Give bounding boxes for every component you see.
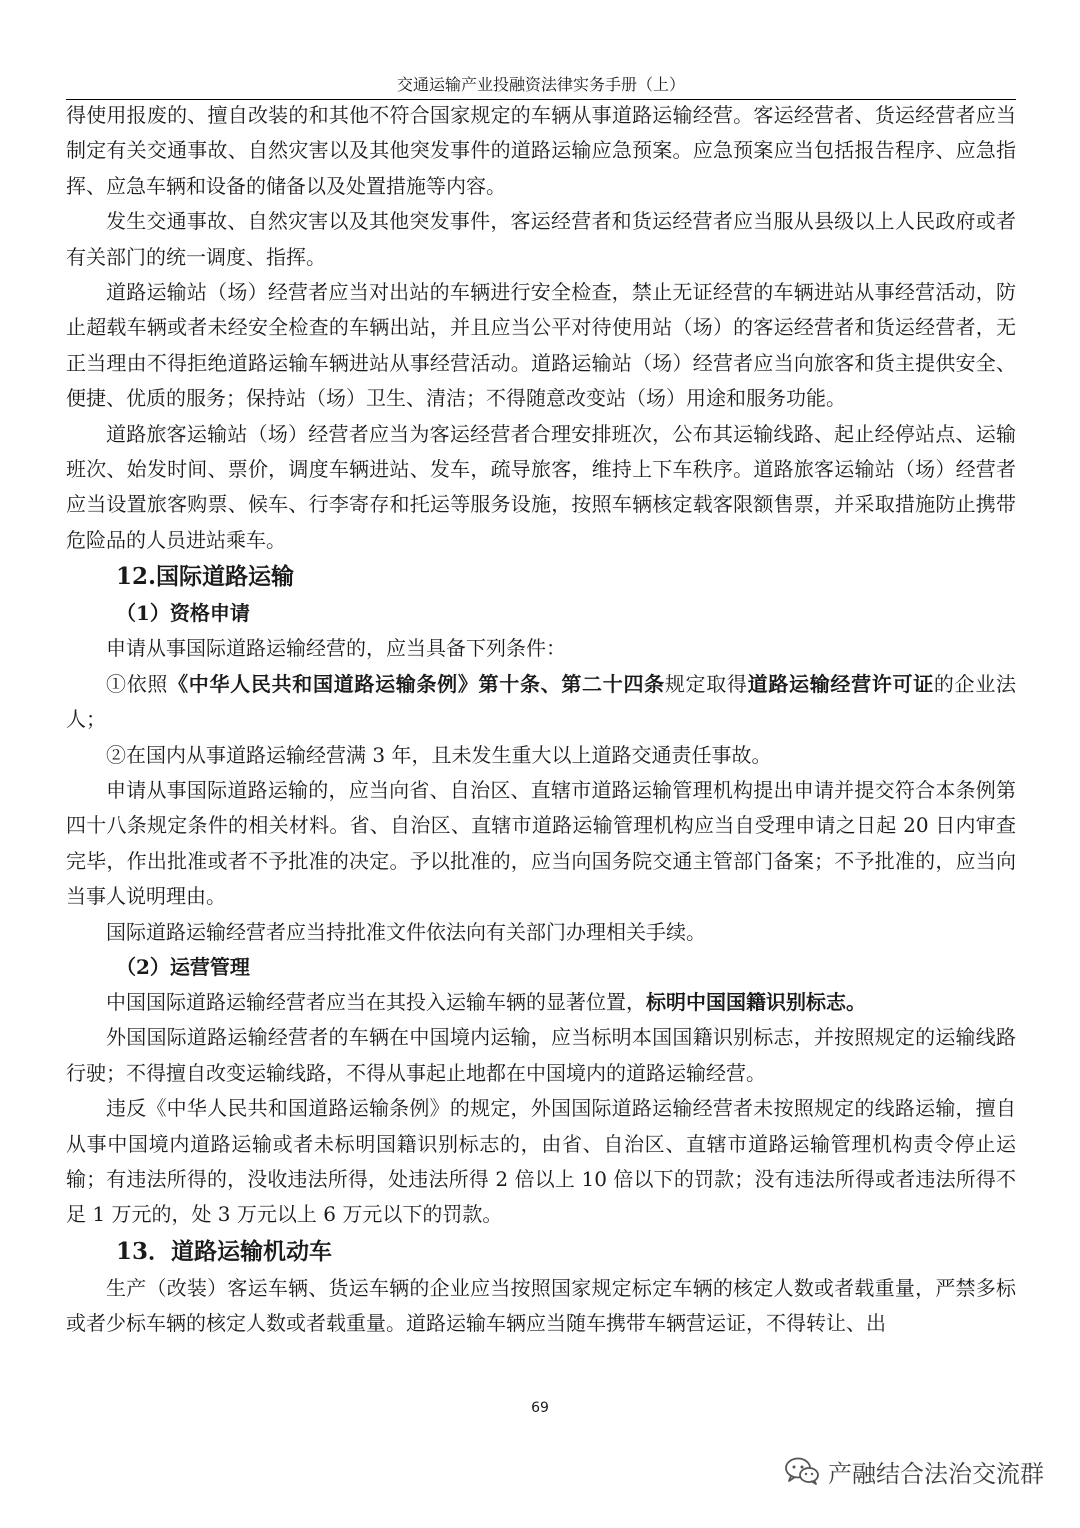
- paragraph: 得使用报废的、擅自改装的和其他不符合国家规定的车辆从事道路运输经营。客运经营者、货运经营者应当制定有关交通事故、自然灾害以及其他突发事件的道路运输应急预案。应急预案应当包括报告程序、应急指挥、应急车辆和设备的储备以及处置措施等内容。: [66, 103, 1016, 198]
- running-header: 交通运输产业投融资法律实务手册（上）: [66, 74, 1016, 100]
- wechat-icon: [784, 1456, 820, 1486]
- watermark-text: 产融结合法治交流群: [828, 1459, 1044, 1488]
- subsection-heading: （2）运营管理: [116, 954, 250, 979]
- paragraph-text: ①依照: [106, 671, 169, 696]
- paragraph: 申请从事国际道路运输的，应当向省、自治区、直辖市道路运输管理机构提出申请并提交符合本条例第四十八条规定条件的相关材料。省、自治区、直辖市道路运输管理机构应当自受理申请之日起 20 日内审查完毕，作出批准或者不予批准的决定。予以批准的，应当向国务院交通主管部门备案；不予批准的，应当向当事人说明理由。: [66, 777, 1016, 909]
- paragraph: 外国国际道路运输经营者的车辆在中国境内运输，应当标明本国国籍识别标志，并按照规定的运输线路行驶；不得擅自改变运输线路，不得从事起止地都在中国境内的道路运输经营。: [66, 1025, 1016, 1085]
- subsection-heading: （1）资格申请: [116, 601, 250, 626]
- paragraph: 生产（改装）客运车辆、货运车辆的企业应当按照国家规定标定车辆的核定人数或者载重量，严禁多标或者少标车辆的核定人数或者载重量。道路运输车辆应当随车携带车辆营运证，不得转让、出: [66, 1275, 1016, 1336]
- bold-text: 《中华人民共和国道路运输条例》第十条、第二十四条: [168, 671, 665, 696]
- paragraph: [66, 667, 1016, 738]
- paragraph-text: 的企业法人；: [66, 671, 1017, 732]
- paragraph: [66, 985, 1016, 1020]
- section-heading: 12.国际道路运输: [116, 563, 295, 591]
- section-heading: 13．道路运输机动车: [116, 1237, 333, 1265]
- watermark: [784, 1454, 1044, 1488]
- bold-text: 标明中国国籍识别标志。: [646, 989, 866, 1014]
- paragraph: 国际道路运输经营者应当持批准文件依法向有关部门办理相关手续。: [106, 919, 706, 944]
- page-number: 69: [531, 1400, 549, 1416]
- paragraph-text: 中国国际道路运输经营者应当在其投入运输车辆的显著位置，: [106, 989, 646, 1014]
- paragraph-text: 规定取得: [664, 671, 748, 696]
- page-content: [66, 98, 1016, 1342]
- paragraph: 发生交通事故、自然灾害以及其他突发事件，客运经营者和货运经营者应当服从县级以上人民政府或者有关部门的统一调度、指挥。: [66, 209, 1016, 269]
- bold-text: 道路运输经营许可证: [747, 671, 934, 696]
- paragraph: 道路运输站（场）经营者应当对出站的车辆进行安全检查，禁止无证经营的车辆进站从事经营活动，防止超载车辆或者未经安全检查的车辆出站，并且应当公平对待使用站（场）的客运经营者和货运经营者，无正当理由不得拒绝道路运输车辆进站从事经营活动。道路运输站（场）经营者应当向旅客和货主提供安全、便捷、优质的服务；保持站（场）卫生、清洁；不得随意改变站（场）用途和服务功能。: [66, 280, 1016, 411]
- paragraph: ②在国内从事道路运输经营满 3 年，且未发生重大以上道路交通责任事故。: [106, 742, 772, 767]
- paragraph: 道路旅客运输站（场）经营者应当为客运经营者合理安排班次，公布其运输线路、起止经停站点、运输班次、始发时间、票价，调度车辆进站、发车，疏导旅客，维持上下车秩序。道路旅客运输站（场）经营者应当设置旅客购票、候车、行李寄存和托运等服务设施，按照车辆核定载客限额售票，并采取措施防止携带危险品的人员进站乘车。: [66, 421, 1016, 552]
- paragraph: 违反《中华人民共和国道路运输条例》的规定，外国国际道路运输经营者未按照规定的线路运输，擅自从事中国境内道路运输或者未标明国籍识别标志的，由省、自治区、直辖市道路运输管理机构责令停止运输；有违法所得的，没收违法所得，处违法所得 2 倍以上 10 倍以下的罚款；没有违法所得或者违法所得不足 1 万元的，处 3 万元以上 6 万元以下的罚款。: [66, 1096, 1016, 1227]
- paragraph: 申请从事国际道路运输经营的，应当具备下列条件：: [106, 636, 566, 661]
